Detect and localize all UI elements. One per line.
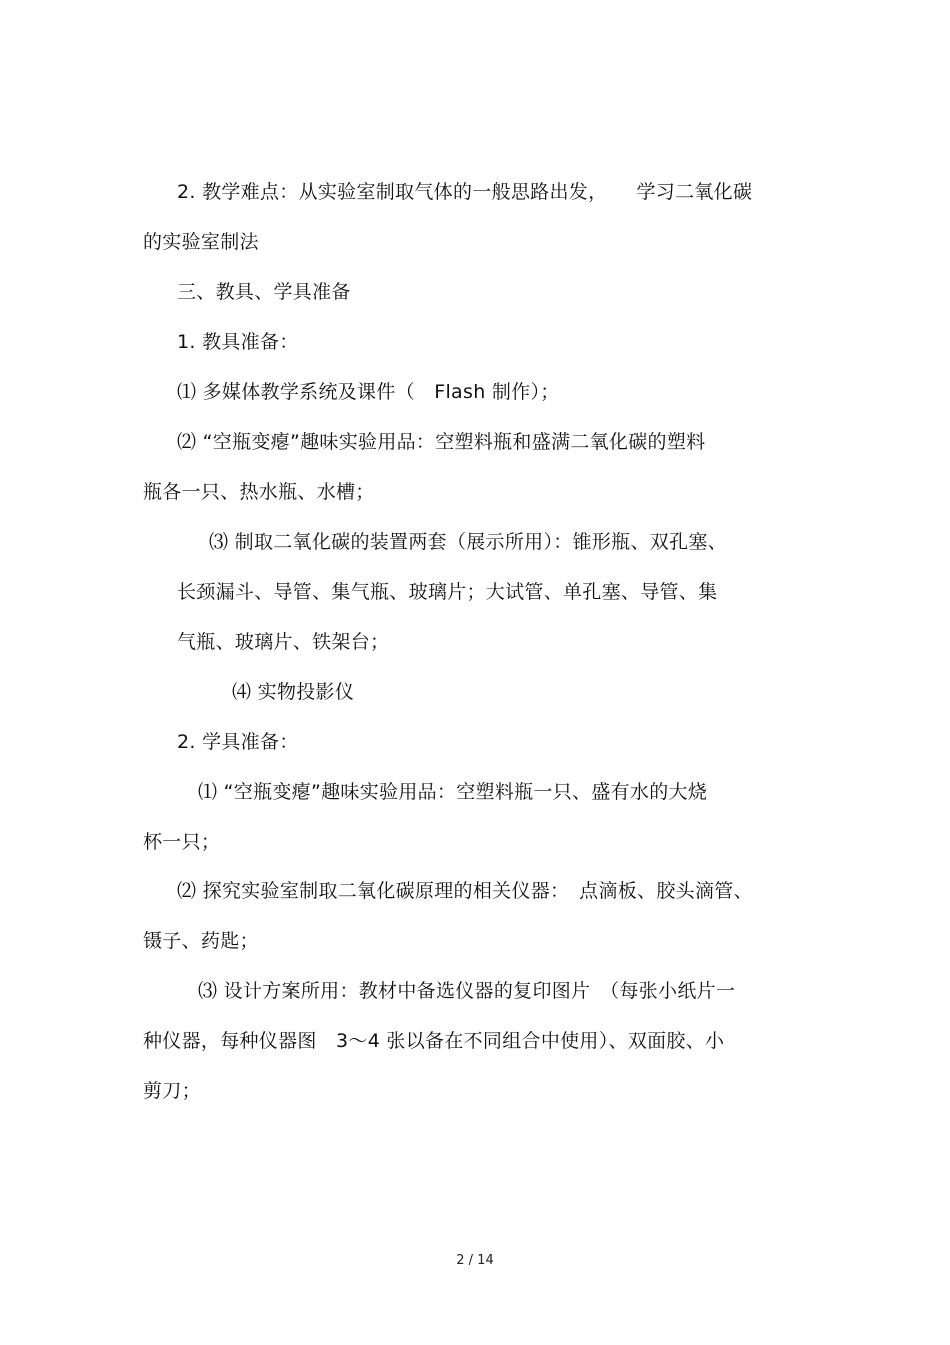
list-item-bottle-experiment-cont: 瓶各一只、热水瓶、水槽； — [143, 481, 375, 503]
text-line-difficulty-cont: 的实验室制法 — [143, 231, 259, 253]
section-heading-tools: 三、教具、学具准备 — [177, 281, 351, 303]
list-item-apparatus-cont-2: 气瓶、玻璃片、铁架台； — [177, 631, 390, 653]
subheading-student-tools: 2. 学具准备： — [177, 731, 299, 753]
subheading-teacher-tools: 1. 教具准备： — [177, 331, 299, 353]
list-item-design-plan-cont-1: 种仪器，每种仪器图 3～4 张以备在不同组合中使用）、双面胶、小 — [143, 1030, 725, 1052]
list-item-student-bottle: ⑴ “空瓶变瘪”趣味实验用品：空塑料瓶一只、盛有水的大烧 — [198, 781, 708, 803]
list-item-apparatus: ⑶ 制取二氧化碳的装置两套（展示所用）：锥形瓶、双孔塞、 — [209, 531, 727, 553]
page-number: 2 / 14 — [456, 1253, 494, 1268]
list-item-design-plan: ⑶ 设计方案所用：教材中备选仪器的复印图片 （每张小纸片一 — [198, 980, 736, 1002]
list-item-apparatus-cont-1: 长颈漏斗、导管、集气瓶、玻璃片；大试管、单孔塞、导管、集 — [177, 581, 718, 603]
list-item-design-plan-cont-2: 剪刀； — [143, 1080, 201, 1102]
list-item-multimedia: ⑴ 多媒体教学系统及课件（ Flash 制作）； — [177, 381, 560, 403]
list-item-explore-instruments: ⑵ 探究实验室制取二氧化碳原理的相关仪器： 点滴板、胶头滴管、 — [177, 880, 753, 902]
text-line-difficulty: 2. 教学难点：从实验室制取气体的一般思路出发， 学习二氧化碳 — [177, 181, 753, 203]
list-item-student-bottle-cont: 杯一只； — [143, 831, 221, 853]
list-item-projector: ⑷ 实物投影仪 — [232, 681, 355, 703]
list-item-explore-instruments-cont: 镊子、药匙； — [143, 930, 259, 952]
list-item-bottle-experiment: ⑵ “空瓶变瘪”趣味实验用品：空塑料瓶和盛满二氧化碳的塑料 — [177, 431, 706, 453]
